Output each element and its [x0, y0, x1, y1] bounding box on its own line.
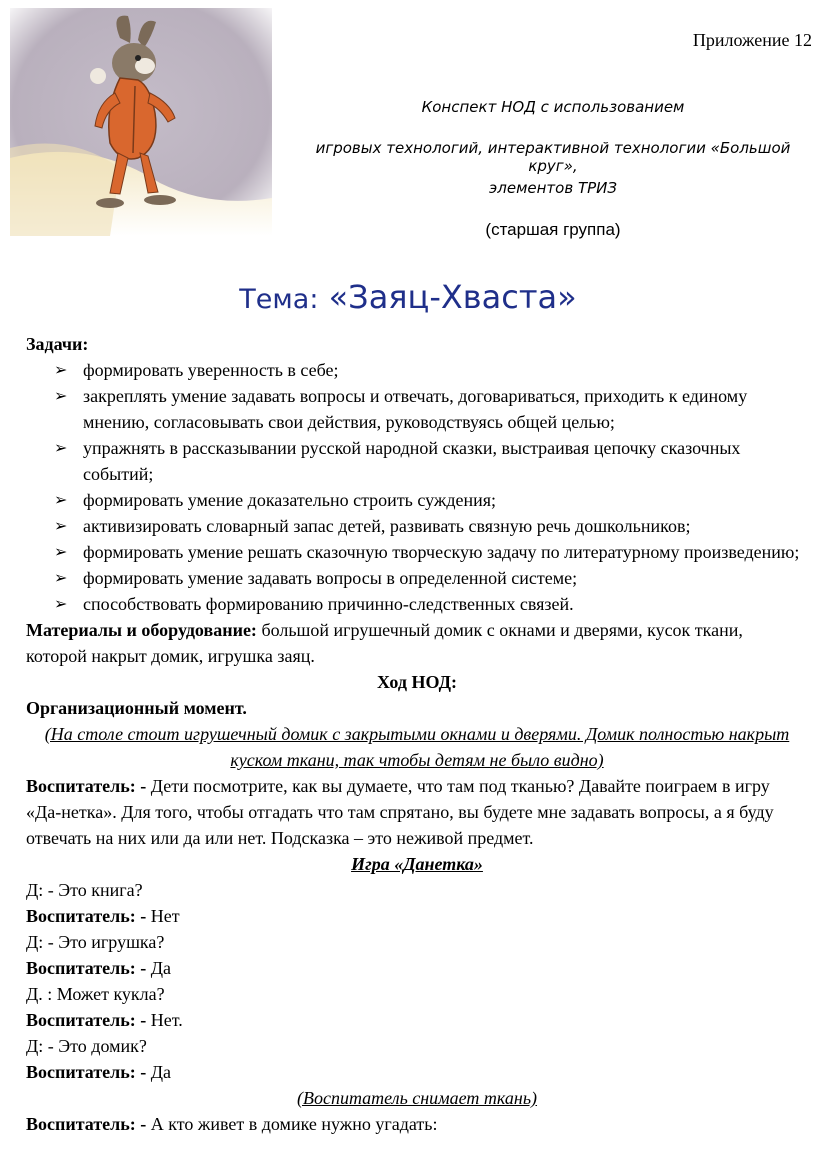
- materials-text: большой игрушечный домик с окнами и дверями, кусок ткани, которой накрыт домик, игрушка заяц.: [26, 620, 743, 666]
- materials-paragraph: [26, 617, 808, 669]
- speaker-label: Воспитатель: -: [26, 1062, 147, 1082]
- course-heading: Ход НОД:: [376, 672, 457, 692]
- speech-text: Да: [146, 958, 172, 978]
- speech-text: Нет: [146, 906, 180, 926]
- dialog-line: [26, 1033, 808, 1059]
- materials-label: Материалы и оборудование:: [26, 620, 257, 640]
- speaker-label: Д. :: [26, 984, 53, 1004]
- speaker-label: Д: -: [26, 932, 54, 952]
- teacher-intro-paragraph: [26, 773, 808, 851]
- speaker-label: Воспитатель: -: [26, 1114, 147, 1134]
- dialog-line: [26, 1007, 808, 1033]
- tasks-heading: Задачи:: [26, 334, 89, 354]
- speaker-label: Воспитатель: -: [26, 958, 147, 978]
- arrow-bullet-icon: ➢: [54, 542, 68, 561]
- dialog-line: [26, 955, 808, 981]
- arrow-bullet-icon: ➢: [54, 360, 68, 379]
- list-item: [26, 565, 808, 591]
- arrow-bullet-icon: ➢: [54, 594, 68, 613]
- list-item-text: закреплять умение задавать вопросы и отвечать, договариваться, приходить к единому мнению, согласовывать свои действия, руководствуясь общей целью;: [83, 386, 748, 432]
- list-item: [26, 591, 808, 617]
- dialog-line: [26, 877, 808, 903]
- speech-text: Да: [146, 1062, 172, 1082]
- dialog-line: [26, 903, 808, 929]
- list-item-text: упражнять в рассказывании русской народной сказки, выстраивая цепочку сказочных событий;: [83, 438, 741, 484]
- arrow-bullet-icon: ➢: [54, 490, 68, 509]
- list-item-text: способствовать формированию причинно-следственных связей.: [83, 594, 574, 614]
- list-item: [26, 539, 808, 565]
- appendix-number: Приложение 12: [692, 30, 812, 50]
- speech-text: Это домик?: [53, 1036, 147, 1056]
- dialog-line: [26, 929, 808, 955]
- summary-title-line-1: Конспект НОД с использованием: [421, 98, 685, 116]
- list-item-text: формировать умение решать сказочную творческую задачу по литературному произведению;: [83, 542, 800, 562]
- list-item-text: формировать умение задавать вопросы в определенной системе;: [83, 568, 578, 588]
- theme-title: «Заяц-Хваста»: [328, 278, 577, 316]
- game-title: Игра «Данетка»: [351, 854, 483, 874]
- speaker-label: Воспитатель: -: [26, 1010, 147, 1030]
- org-moment-heading: Организационный момент.: [26, 698, 247, 718]
- arrow-bullet-icon: ➢: [54, 386, 68, 405]
- speaker-label: Воспитатель: -: [26, 776, 147, 796]
- speech-text: А кто живет в домике нужно угадать:: [146, 1114, 438, 1134]
- list-item: [26, 435, 808, 487]
- document-body: [26, 331, 808, 1137]
- list-item: [26, 513, 808, 539]
- summary-title-line-3: элементов ТРИЗ: [489, 179, 617, 197]
- list-item-text: формировать уверенность в себе;: [83, 360, 339, 380]
- speaker-label: Д: -: [26, 880, 54, 900]
- list-item: [26, 357, 808, 383]
- list-item: [26, 383, 808, 435]
- speech-text: Может кукла?: [52, 984, 165, 1004]
- arrow-bullet-icon: ➢: [54, 438, 68, 457]
- summary-title-line-2: игровых технологий, интерактивной технологии «Большой круг»,: [315, 139, 791, 175]
- speech-text: Дети посмотрите, как вы думаете, что там под тканью? Давайте поиграем в игру «Да-нетка». Для того, чтобы отгадать что там спрятано, вы будете мне задавать вопросы, а я буду отвечать на них или да или нет. Подсказка – это неживой предмет.: [26, 776, 774, 848]
- arrow-bullet-icon: ➢: [54, 568, 68, 587]
- list-item-text: активизировать словарный запас детей, развивать связную речь дошкольников;: [83, 516, 691, 536]
- stage-remark: (Воспитатель снимает ткань): [296, 1088, 538, 1108]
- stage-remark: (На столе стоит игрушечный домик с закрытыми окнами и дверями. Домик полностью накрыт куском ткани, так чтобы детям не было видно): [44, 724, 790, 770]
- tasks-list: [26, 357, 808, 617]
- dialog-line: [26, 1059, 808, 1085]
- arrow-bullet-icon: ➢: [54, 516, 68, 535]
- final-line: [26, 1111, 808, 1137]
- speech-text: Нет.: [146, 1010, 183, 1030]
- dialog-line: [26, 981, 808, 1007]
- dialog: [26, 877, 808, 1085]
- theme-label: Тема:: [239, 284, 319, 315]
- speaker-label: Воспитатель: -: [26, 906, 147, 926]
- speech-text: Это книга?: [53, 880, 143, 900]
- theme-heading: [0, 278, 816, 316]
- hare-illustration: [10, 8, 272, 236]
- group-label: (старшая группа): [485, 220, 621, 239]
- list-item: [26, 487, 808, 513]
- speaker-label: Д: -: [26, 1036, 54, 1056]
- list-item-text: формировать умение доказательно строить суждения;: [83, 490, 497, 510]
- speech-text: Это игрушка?: [53, 932, 165, 952]
